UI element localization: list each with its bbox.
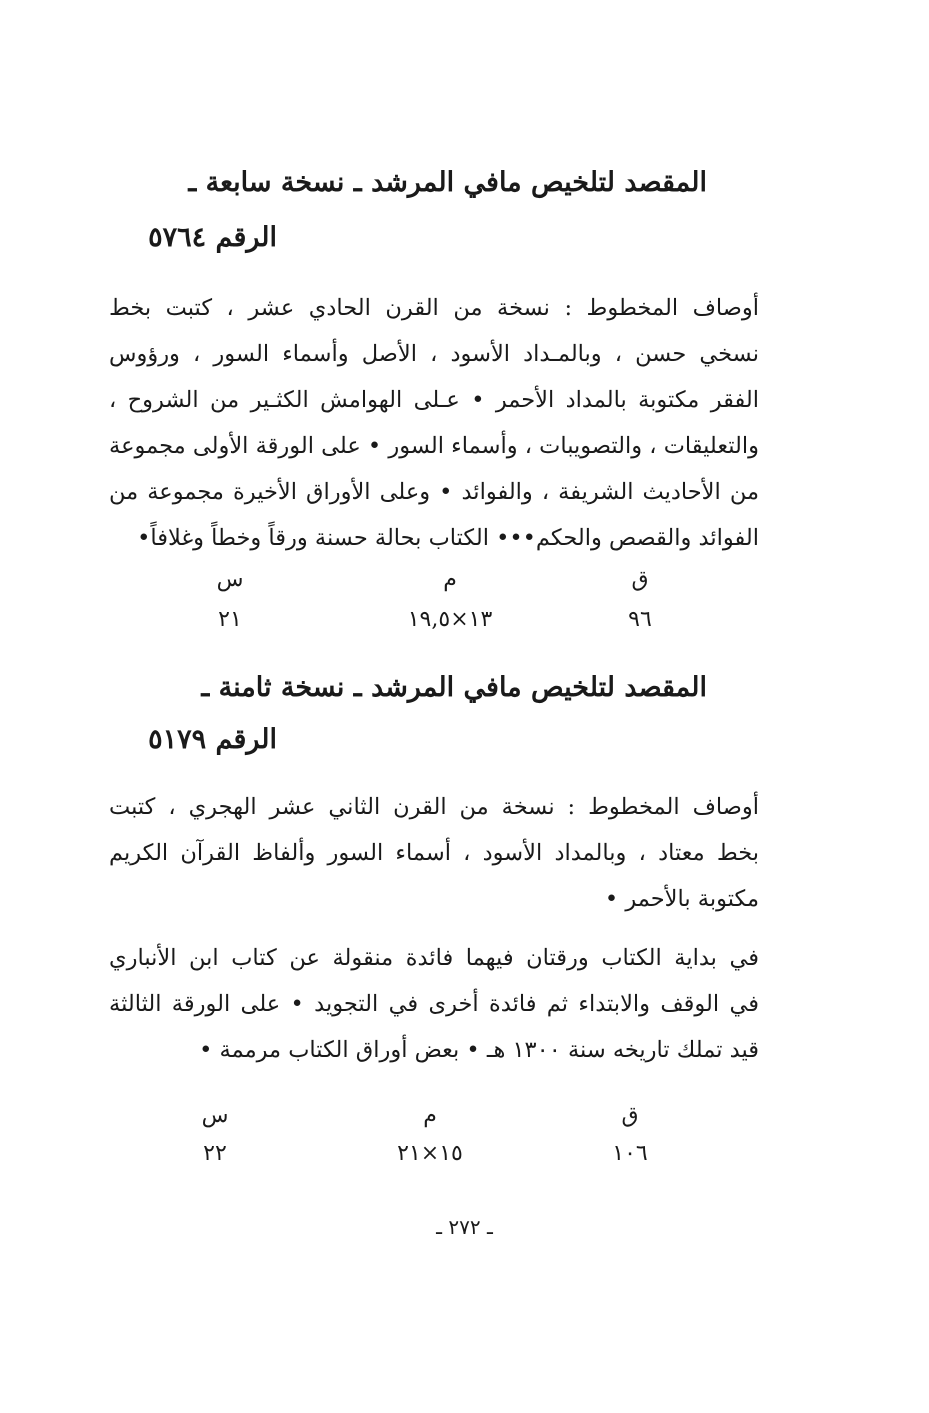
- section-1-description: [109, 285, 759, 561]
- section-2-line-3: مكتوبة بالأحمر •: [604, 886, 759, 912]
- section-1-line-1: أوصاف المخطوط : نسخة من القرن الحادي عشر ، كتبت بخط: [109, 295, 759, 321]
- section-2-title: المقصد لتلخيص مافي المرشد ـ نسخة ثامنة ـ: [201, 672, 707, 703]
- section-1-header-q: ق: [631, 567, 649, 592]
- section-2-header-m: م: [423, 1103, 437, 1128]
- section-2-line-2: بخط معتاد ، وبالمداد الأسود ، أسماء السور وألفاظ القرآن الكريم: [109, 840, 759, 866]
- section-1-header-m: م: [443, 567, 457, 592]
- section-1-header-s: س: [216, 567, 244, 592]
- section-1-value-m: ١٣×١٩,٥: [407, 607, 493, 632]
- section-2-description: [109, 784, 759, 922]
- section-2-header-s: س: [201, 1103, 229, 1128]
- section-2-note-line-2: في الوقف والابتداء ثم فائدة أخرى في التجويد • على الورقة الثالثة: [109, 991, 759, 1017]
- section-1-line-5: من الأحاديث الشريفة ، والفوائد • وعلى الأوراق الأخيرة مجموعة من: [109, 479, 759, 505]
- section-1-value-s: ٢١: [218, 607, 242, 632]
- section-2-note-line-3: قيد تملك تاريخه سنة ١٣٠٠ هـ • بعض أوراق الكتاب مرممة •: [199, 1037, 759, 1063]
- section-2-note-line-1: في بداية الكتاب ورقتان فيهما فائدة منقولة عن كتاب ابن الأنباري: [109, 945, 759, 971]
- section-2-notes: [109, 935, 759, 1073]
- section-1-number: الرقم ٥٧٦٤: [148, 222, 277, 253]
- section-1-line-3: الفقر مكتوبة بالمداد الأحمر • عـلى الهوامش الكثـير من الشروح ،: [109, 387, 759, 413]
- section-2-value-m: ١٥×٢١: [397, 1141, 463, 1166]
- section-1-title: المقصد لتلخيص مافي المرشد ـ نسخة سابعة ـ: [188, 167, 707, 198]
- section-1-value-q: ٩٦: [628, 607, 652, 632]
- section-1-line-4: والتعليقات ، والتصويبات ، وأسماء السور • على الورقة الأولى مجموعة: [109, 433, 759, 459]
- section-1-line-6: الفوائد والقصص والحكم••• الكتاب بحالة حسنة ورقاً وخطاً وغلافاً•: [137, 525, 759, 551]
- section-2-number: الرقم ٥١٧٩: [148, 724, 277, 755]
- section-2-value-s: ٢٢: [203, 1141, 227, 1166]
- section-2-header-q: ق: [621, 1103, 639, 1128]
- section-1-line-2: نسخي حسن ، وبالمـداد الأسود ، الأصل وأسماء السور ، ورؤوس: [109, 341, 759, 367]
- page-number: ـ ٢٧٢ ـ: [436, 1215, 493, 1239]
- section-2-value-q: ١٠٦: [612, 1141, 648, 1166]
- section-2-line-1: أوصاف المخطوط : نسخة من القرن الثاني عشر الهجري ، كتبت: [109, 794, 759, 820]
